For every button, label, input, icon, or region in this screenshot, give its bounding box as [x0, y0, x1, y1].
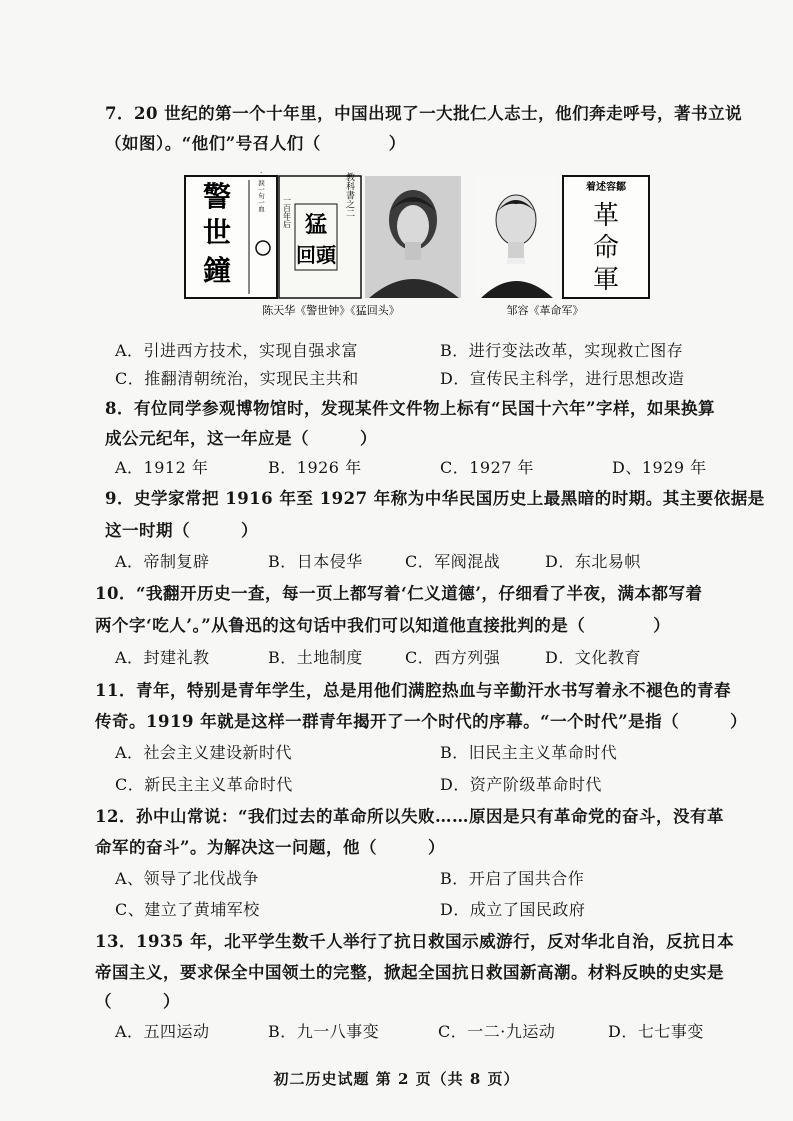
figure-caption-zou: 邹容《革命军》 [506, 304, 584, 317]
book-left-char3: 鐘 [202, 254, 232, 287]
q11-option-a[interactable]: A．社会主义建设新时代 [115, 743, 293, 762]
book-right-char2: 命 [592, 233, 620, 263]
figure-caption-chen: 陈天华《警世钟》《猛回头》 [262, 304, 400, 317]
q10-stem-line1 [95, 580, 702, 604]
q12-option-c[interactable]: C、建立了黄埔军校 [115, 900, 260, 919]
q7-option-a[interactable]: A．引进西方技术，实现自强求富 [115, 341, 359, 360]
book-menghuitou-cover [279, 172, 361, 298]
q10-stem-line2: 两个字‘吃人’。”从鲁迅的这句话中我们可以知道他直接批判的是（ ） [95, 616, 671, 635]
book-jingshizhong-cover [185, 172, 277, 298]
q9-stem-line2: 这一时期（ ） [105, 521, 258, 540]
q12-stem-line1: 12．孙中山常说：“我们过去的革命所以失败……原因是只有革命党的奋斗，没有革 [95, 807, 724, 826]
book-left-char1: 警 [202, 180, 232, 213]
book-right-char3: 軍 [592, 265, 620, 295]
portrait-zou-rong [475, 176, 557, 298]
q13-stem-line2: 帝国主义，要求保全中国领土的完整，掀起全国抗日救国新高潮。材料反映的史实是 [95, 963, 724, 982]
q12-stem-line2: 命军的奋斗”。为解决这一问题，他（ ） [95, 838, 445, 857]
portrait-chen-tianhua [365, 176, 461, 298]
q7-figure [183, 172, 653, 320]
q11-option-b[interactable]: B．旧民主主义革命时代 [440, 743, 618, 762]
q7-stem-line1: 7．20 世纪的第一个十年里，中国出现了一大批仁人志士，他们奔走呼号，著书立说 [105, 104, 743, 123]
q8-option-a[interactable]: A．1912 年 [115, 458, 209, 477]
q13-option-d[interactable]: D．七七事变 [608, 1022, 704, 1041]
book-middle-author-text: 一百年后 [282, 196, 292, 228]
q11-stem-line2: 传奇。1919 年就是这样一群青年揭开了一个时代的序幕。“一个时代”是指（ ） [95, 712, 748, 731]
q13-option-b[interactable]: B．九一八事变 [268, 1022, 380, 1041]
q9-option-d[interactable]: D．东北易帜 [545, 552, 641, 571]
q10-option-c[interactable]: C．西方列强 [405, 648, 501, 667]
book-middle-char1: 猛 [304, 212, 328, 238]
q10-option-b[interactable]: B．土地制度 [268, 648, 363, 667]
q12-option-b[interactable]: B．开启了国共合作 [440, 869, 585, 888]
page-footer: 初二历史试题 第 2 页（共 8 页） [273, 1070, 520, 1088]
q9-stem-line1: 9．史学家常把 1916 年至 1927 年称为中华民国历史上最黑暗的时期。其主要依据是 [105, 489, 765, 508]
q9-option-b[interactable]: B．日本侵华 [268, 552, 363, 571]
q7-option-b[interactable]: B．进行变法改革，实现救亡图存 [440, 341, 684, 360]
q9-option-c[interactable]: C．军阀混战 [405, 552, 501, 571]
q8-option-d[interactable]: D、1929 年 [612, 458, 707, 477]
q11-option-d[interactable]: D．资产阶级革命时代 [440, 775, 602, 794]
q7-option-d[interactable]: D．宣传民主科学，进行思想改造 [440, 369, 685, 388]
book-right-header: 着述容鄒 [586, 182, 626, 193]
q12-option-a[interactable]: A、领导了北伐战争 [115, 869, 260, 888]
book-middle-char2: 回頭 [296, 243, 336, 267]
q10-stem-line1-text: 10．“我翻开历史一查，每一页上都写着‘仁义道德’，仔细看了半夜，满本都写着 [95, 584, 703, 603]
book-left-side-text: 一字一淚一句一血 [257, 172, 265, 212]
q8-stem-line2: 成公元纪年，这一年应是（ ） [105, 429, 377, 448]
book-gemingjun-cover [563, 176, 649, 298]
book-left-char2: 世 [202, 216, 232, 249]
q7-figure-illustration [183, 172, 653, 320]
q13-option-a[interactable]: A．五四运动 [115, 1022, 210, 1041]
q10-option-a[interactable]: A．封建礼教 [115, 648, 210, 667]
book-right-char1: 革 [592, 201, 620, 231]
q11-option-c[interactable]: C．新民主主义革命时代 [115, 775, 293, 794]
q7-option-c[interactable]: C．推翻清朝统治，实现民主共和 [115, 369, 359, 388]
q8-option-c[interactable]: C．1927 年 [440, 458, 535, 477]
book-middle-side-text: 國民教科書之二 [344, 172, 354, 218]
q8-stem-line1: 8．有位同学参观博物馆时，发现某件文件物上标有“民国十六年”字样，如果换算 [105, 399, 715, 418]
q10-option-d[interactable]: D．文化教育 [545, 648, 641, 667]
q9-option-a[interactable]: A．帝制复辟 [115, 552, 210, 571]
q13-option-c[interactable]: C．一二·九运动 [438, 1022, 556, 1041]
q11-stem-line1: 11．青年，特别是青年学生，总是用他们满腔热血与辛勤汗水书写着永不褪色的青春 [95, 681, 731, 700]
q12-option-d[interactable]: D．成立了国民政府 [440, 900, 586, 919]
q13-stem-line3: （ ） [95, 992, 180, 1011]
q13-stem-line1: 13．1935 年，北平学生数千人举行了抗日救国示威游行，反对华北自治，反抗日本 [95, 932, 735, 951]
q8-option-b[interactable]: B．1926 年 [268, 458, 362, 477]
q7-stem-line2: （如图）。“他们”号召人们（ ） [105, 134, 406, 153]
